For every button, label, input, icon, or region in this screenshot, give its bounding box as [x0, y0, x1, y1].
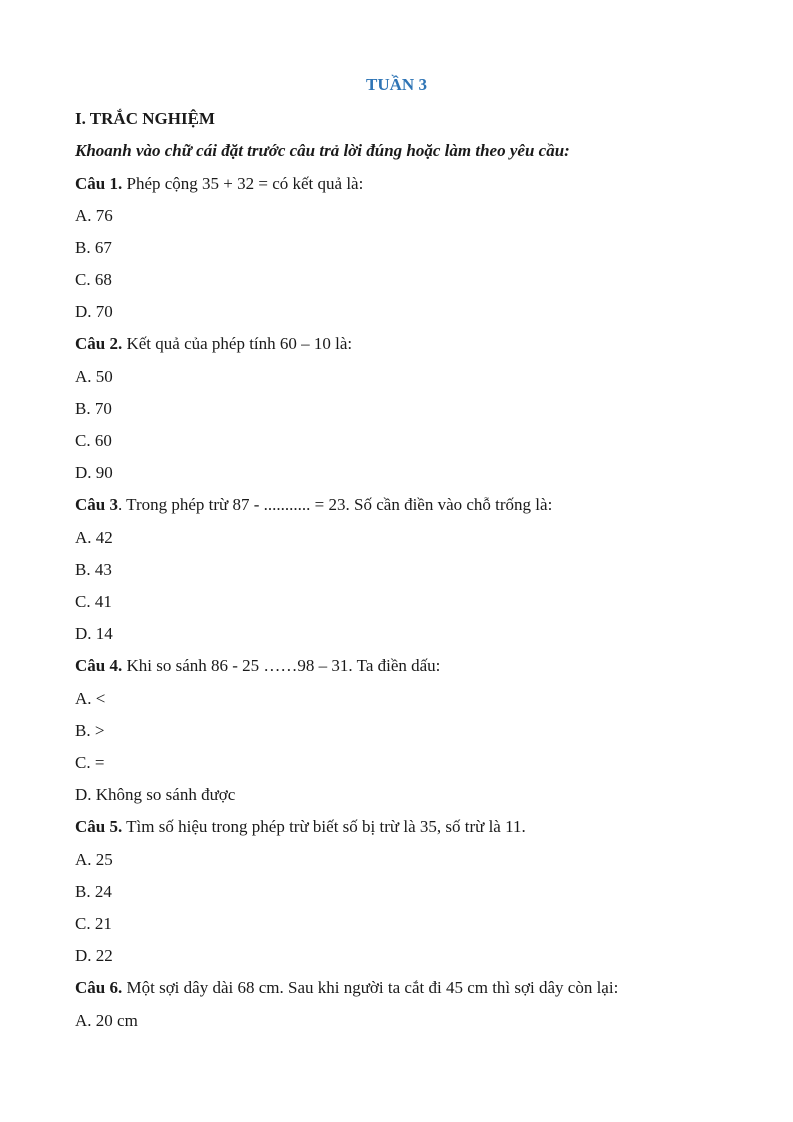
question-label: Câu 6. [75, 978, 123, 997]
option: B. > [75, 721, 105, 740]
option: A. 25 [75, 850, 113, 869]
option: A. 50 [75, 367, 113, 386]
question-text: Khi so sánh 86 - 25 ……98 – 31. Ta điền dấu: [122, 656, 441, 675]
question-label: Câu 1. [75, 174, 123, 193]
question-text: Tìm số hiệu trong phép trừ biết số bị trừ là 35, số trừ là 11. [122, 817, 526, 836]
question-2 [75, 333, 352, 355]
question-1 [75, 173, 363, 195]
option: C. 21 [75, 914, 112, 933]
option: C. 68 [75, 270, 112, 289]
option: A. 20 cm [75, 1011, 138, 1030]
question-4 [75, 655, 440, 677]
option: B. 43 [75, 560, 112, 579]
option: B. 70 [75, 399, 112, 418]
option: B. 67 [75, 238, 112, 257]
option: A. < [75, 689, 106, 708]
instruction: Khoanh vào chữ cái đặt trước câu trả lời đúng hoặc làm theo yêu cầu: [75, 141, 570, 160]
option: A. 42 [75, 528, 113, 547]
question-text: Phép cộng 35 + 32 = có kết quả là: [122, 174, 364, 193]
option: C. 60 [75, 431, 112, 450]
question-label: Câu 4. [75, 656, 123, 675]
option: B. 24 [75, 882, 112, 901]
option: A. 76 [75, 206, 113, 225]
option: D. 70 [75, 302, 113, 321]
option: D. 22 [75, 946, 113, 965]
option: D. Không so sánh được [75, 785, 236, 804]
question-text: Kết quả của phép tính 60 – 10 là: [122, 334, 353, 353]
option: C. = [75, 753, 105, 772]
question-text: Một sợi dây dài 68 cm. Sau khi người ta cắt đi 45 cm thì sợi dây còn lại: [122, 978, 619, 997]
question-3 [75, 494, 552, 516]
option: D. 14 [75, 624, 113, 643]
question-label: Câu 3 [75, 495, 118, 514]
option: D. 90 [75, 463, 113, 482]
question-label: Câu 2. [75, 334, 123, 353]
page-title: TUẦN 3 [366, 75, 427, 94]
question-6 [75, 977, 618, 999]
question-5 [75, 816, 526, 838]
section-heading: I. TRẮC NGHIỆM [75, 109, 215, 128]
option: C. 41 [75, 592, 112, 611]
question-label: Câu 5. [75, 817, 123, 836]
question-text: . Trong phép trừ 87 - ........... = 23. Số cần điền vào chỗ trống là: [117, 495, 553, 514]
